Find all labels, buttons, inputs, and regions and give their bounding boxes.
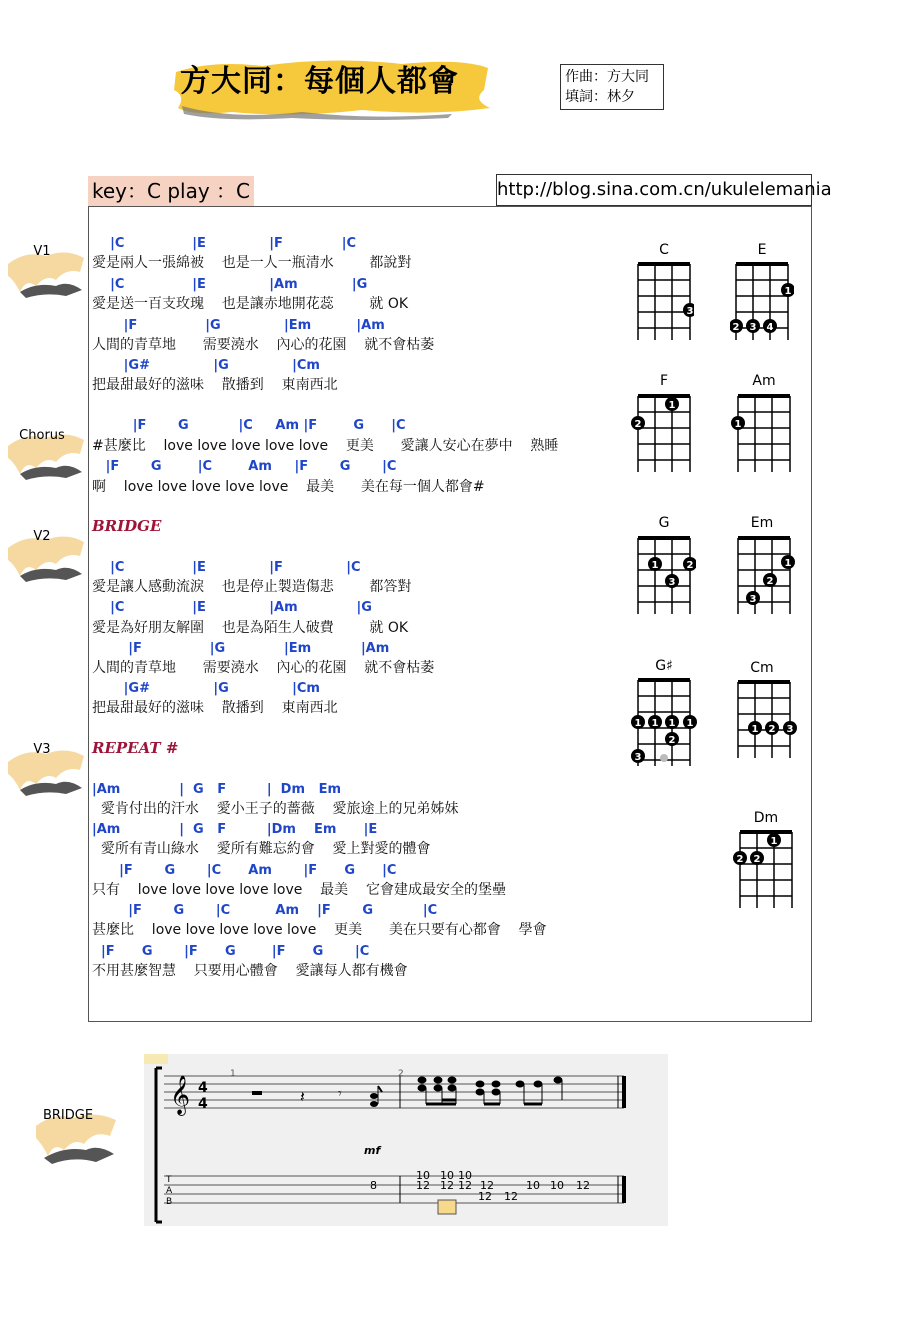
- svg-text:1: 1: [686, 718, 694, 729]
- tab-label: A: [166, 1186, 173, 1196]
- svg-text:3: 3: [634, 752, 642, 763]
- lyric-line: 愛是送一百支玫瑰 也是讓赤地開花蕊 就 OK: [92, 296, 409, 312]
- svg-text:2: 2: [736, 854, 744, 865]
- chord-line: |C |E |F |C: [92, 236, 357, 251]
- svg-text:1: 1: [784, 286, 792, 297]
- svg-text:2: 2: [766, 576, 774, 587]
- treble-clef-icon: 𝄞: [170, 1075, 191, 1115]
- credits-box: [560, 64, 664, 110]
- chord-diagram-e: [730, 260, 794, 344]
- blog-url[interactable]: http://blog.sina.com.cn/ukulelemania: [496, 174, 812, 206]
- svg-text:4: 4: [766, 322, 774, 333]
- svg-text:3: 3: [786, 724, 794, 735]
- chord-name-g-sharp: G♯: [655, 658, 673, 674]
- key-play-label: key：C play ：C: [88, 176, 254, 206]
- svg-text:1: 1: [668, 718, 676, 729]
- svg-text:1: 1: [751, 724, 759, 735]
- chord-line: |F G |C Am |F G |C: [92, 459, 397, 474]
- measure-number: 1: [230, 1069, 236, 1079]
- chord-diagram-f: [630, 392, 696, 476]
- svg-text:1: 1: [634, 718, 642, 729]
- chord-name-cm: Cm: [750, 660, 774, 676]
- chord-name-em: Em: [750, 515, 774, 531]
- section-repeat: REPEAT #: [92, 739, 179, 757]
- tab-fret: 12: [478, 1190, 492, 1203]
- tab-fret: 12: [458, 1179, 472, 1192]
- time-sig-top: 4: [198, 1080, 208, 1096]
- lyric-line: 把最甜最好的滋味 散播到 東南西北: [92, 700, 338, 716]
- chord-line: |C |E |F |C: [92, 560, 361, 575]
- svg-text:2: 2: [753, 854, 761, 865]
- lyric-line: 愛是為好朋友解圍 也是為陌生人破費 就 OK: [92, 620, 409, 636]
- lyricist-credit: 填詞：林夕: [565, 89, 635, 105]
- chord-diagram-dm: [732, 828, 798, 912]
- svg-text:2: 2: [768, 724, 776, 735]
- label-v2: V2: [33, 529, 51, 544]
- measure-number: 2: [398, 1069, 404, 1079]
- chord-diagram-c: [634, 260, 694, 344]
- lyric-line: #甚麼比 love love love love love 更美 愛讓人安心在夢中 熟睡: [92, 438, 559, 454]
- chord-diagram-am: [730, 392, 796, 476]
- svg-text:1: 1: [770, 836, 778, 847]
- svg-text:3: 3: [749, 594, 757, 605]
- tab-fret: 8: [370, 1179, 377, 1192]
- tab-label: B: [166, 1197, 173, 1207]
- chord-line: |C |E |Am |G: [92, 277, 368, 292]
- chord-line: |F |G |Em |Am: [92, 641, 390, 656]
- tab-fret: 12: [576, 1179, 590, 1192]
- label-v1: V1: [33, 244, 51, 259]
- lyric-line: 愛是讓人感動流淚 也是停止製造傷悲 都答對: [92, 579, 412, 595]
- chord-name-g: G: [658, 515, 670, 531]
- svg-text:𝄾: 𝄾: [338, 1086, 342, 1102]
- time-sig-bottom: 4: [198, 1096, 208, 1112]
- chord-line: |F G |C Am |F G |C: [92, 903, 438, 918]
- chord-line: |F G |C Am |F G |C: [92, 418, 406, 433]
- lyric-line: 甚麼比 love love love love love 更美 美在只要有心都會 學會: [92, 922, 547, 938]
- lyric-line: 人間的青草地 需要澆水 內心的花園 就不會枯萎: [92, 660, 435, 676]
- svg-text:2: 2: [668, 735, 676, 746]
- svg-text:3: 3: [686, 306, 694, 317]
- page-title: 方大同：每個人都會: [180, 64, 459, 99]
- chord-name-dm: Dm: [753, 810, 779, 826]
- chord-line: |Am | G F |Dm Em |E: [92, 822, 378, 837]
- chord-diagram-g: [630, 534, 696, 618]
- tab-fret: 12: [504, 1190, 518, 1203]
- svg-text:3: 3: [668, 577, 676, 588]
- svg-text:1: 1: [784, 558, 792, 569]
- lyric-line: 把最甜最好的滋味 散播到 東南西北: [92, 377, 338, 393]
- chord-diagram-g-sharp: [630, 676, 698, 770]
- chord-name-f: F: [659, 373, 669, 389]
- label-v3: V3: [33, 742, 51, 757]
- tab-fret: 10: [440, 1169, 454, 1182]
- chord-line: |F G |F G |F G |C: [92, 944, 370, 959]
- tab-fret: 10: [416, 1169, 430, 1182]
- label-bridge: BRIDGE: [42, 1108, 94, 1123]
- svg-text:1: 1: [668, 400, 676, 411]
- svg-text:1: 1: [734, 419, 742, 430]
- tab-fret: 12: [416, 1179, 430, 1192]
- tab-label: T: [166, 1175, 172, 1185]
- svg-text:𝄽: 𝄽: [300, 1087, 305, 1106]
- svg-text:2: 2: [634, 419, 642, 430]
- chord-line: |Am | G F | Dm Em: [92, 782, 341, 797]
- chord-line: |F G |C Am |F G |C: [92, 863, 397, 878]
- svg-text:2: 2: [686, 560, 694, 571]
- tab-fret: 12: [480, 1179, 494, 1192]
- lyric-line: 只有 love love love love love 最美 它會建成最安全的堡壘: [92, 882, 506, 898]
- dynamic-mark: mf: [364, 1144, 381, 1157]
- svg-text:3: 3: [749, 322, 757, 333]
- chord-name-e: E: [757, 242, 767, 258]
- composer-credit: 作曲：方大同: [565, 69, 649, 85]
- tab-fret: 12: [440, 1179, 454, 1192]
- tab-fret: 10: [526, 1179, 540, 1192]
- lyric-line: 人間的青草地 需要澆水 內心的花園 就不會枯萎: [92, 337, 435, 353]
- lyric-line: 愛是兩人一張綿被 也是一人一瓶清水 都說對: [92, 255, 412, 271]
- label-chorus: Chorus: [19, 428, 65, 443]
- chord-diagram-em: [730, 534, 796, 618]
- bridge-notation: [144, 1054, 668, 1226]
- chord-name-am: Am: [752, 373, 776, 389]
- lyric-line: 不用甚麼智慧 只要用心體會 愛讓每人都有機會: [92, 963, 408, 979]
- tab-fret: 10: [550, 1179, 564, 1192]
- lyric-line: 愛肯付出的汗水 愛小王子的薔薇 愛旅途上的兄弟姊妹: [92, 801, 459, 817]
- section-bridge: BRIDGE: [92, 517, 162, 535]
- chord-line: |F |G |Em |Am: [92, 318, 385, 333]
- chord-line: |C |E |Am |G: [92, 600, 372, 615]
- svg-text:1: 1: [651, 718, 659, 729]
- chord-line: |G# |G |Cm: [92, 358, 320, 373]
- lyric-line: 啊 love love love love love 最美 美在每一個人都會#: [92, 479, 485, 495]
- svg-text:1: 1: [651, 560, 659, 571]
- tab-fret: 10: [458, 1169, 472, 1182]
- chord-name-c: C: [659, 242, 669, 258]
- chord-diagram-cm: [730, 678, 800, 762]
- chord-line: |G# |G |Cm: [92, 681, 320, 696]
- svg-text:2: 2: [732, 322, 740, 333]
- lyric-line: 愛所有青山綠水 愛所有難忘約會 愛上對愛的體會: [92, 841, 431, 857]
